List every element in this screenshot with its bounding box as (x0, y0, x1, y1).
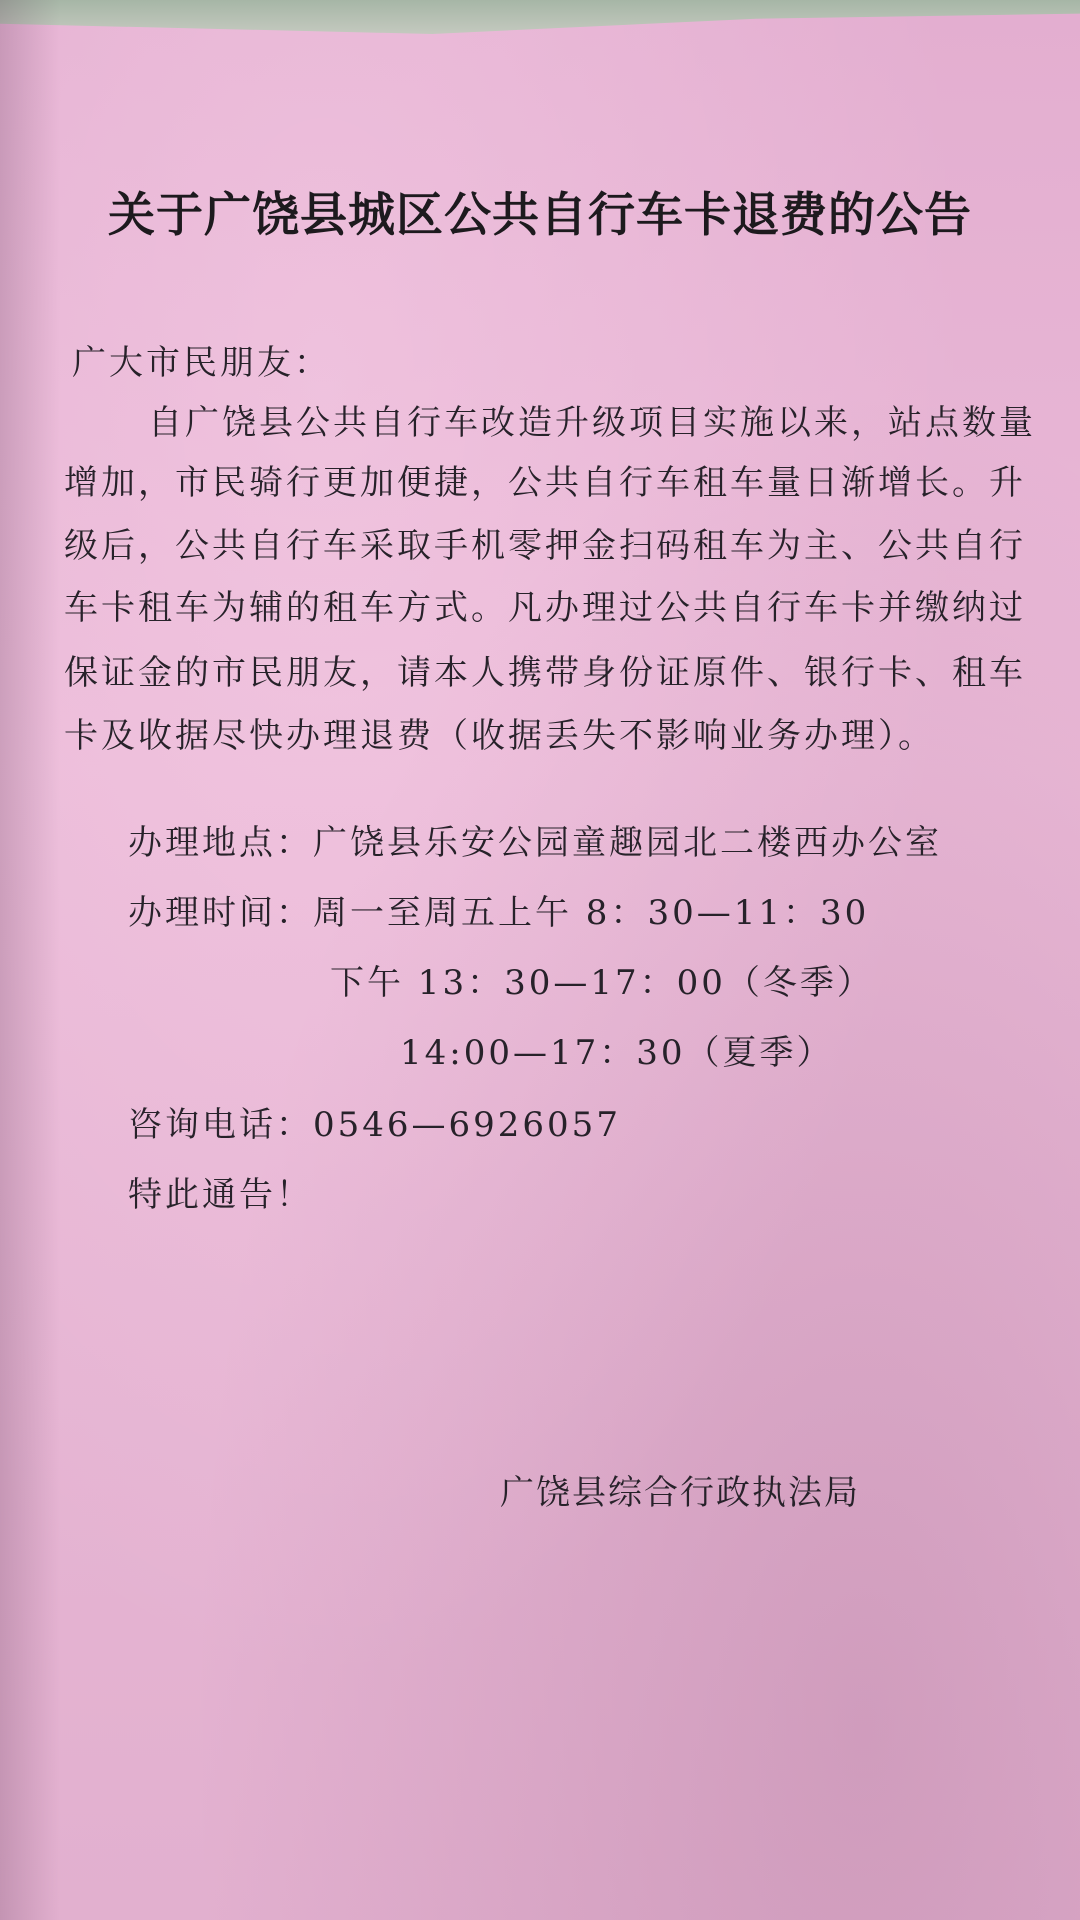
body-line: 自广饶县公共自行车改造升级项目实施以来，站点数量 (148, 403, 1036, 443)
body-line: 级后，公共自行车采取手机零押金扫码租车为主、公共自行 (64, 526, 1026, 566)
office-hours-morning: 办理时间：周一至周五上午 8：30—11：30 (128, 893, 870, 933)
office-hours-winter: 下午 13：30—17：00（冬季） (330, 963, 874, 1003)
salutation: 广大市民朋友： (72, 343, 331, 383)
body-line: 卡及收据尽快办理退费（收据丢失不影响业务办理）。 (64, 716, 935, 756)
issuer-signature: 广饶县综合行政执法局 (500, 1473, 860, 1513)
contact-phone: 咨询电话：0546—6926057 (128, 1105, 621, 1145)
body-line: 保证金的市民朋友，请本人携带身份证原件、银行卡、租车 (64, 653, 1026, 693)
body-line: 增加，市民骑行更加便捷，公共自行车租车量日渐增长。升 (64, 463, 1026, 503)
closing-remark: 特此通告！ (128, 1175, 313, 1215)
office-location: 办理地点：广饶县乐安公园童趣园北二楼西办公室 (128, 823, 942, 863)
background-wall-strip (0, 0, 1080, 34)
body-line: 车卡租车为辅的租车方式。凡办理过公共自行车卡并缴纳过 (64, 588, 1026, 628)
office-hours-summer: 14:00—17：30（夏季） (400, 1033, 834, 1073)
notice-title: 关于广饶县城区公共自行车卡退费的公告 (108, 188, 972, 243)
paper-shadow (0, 0, 60, 1920)
